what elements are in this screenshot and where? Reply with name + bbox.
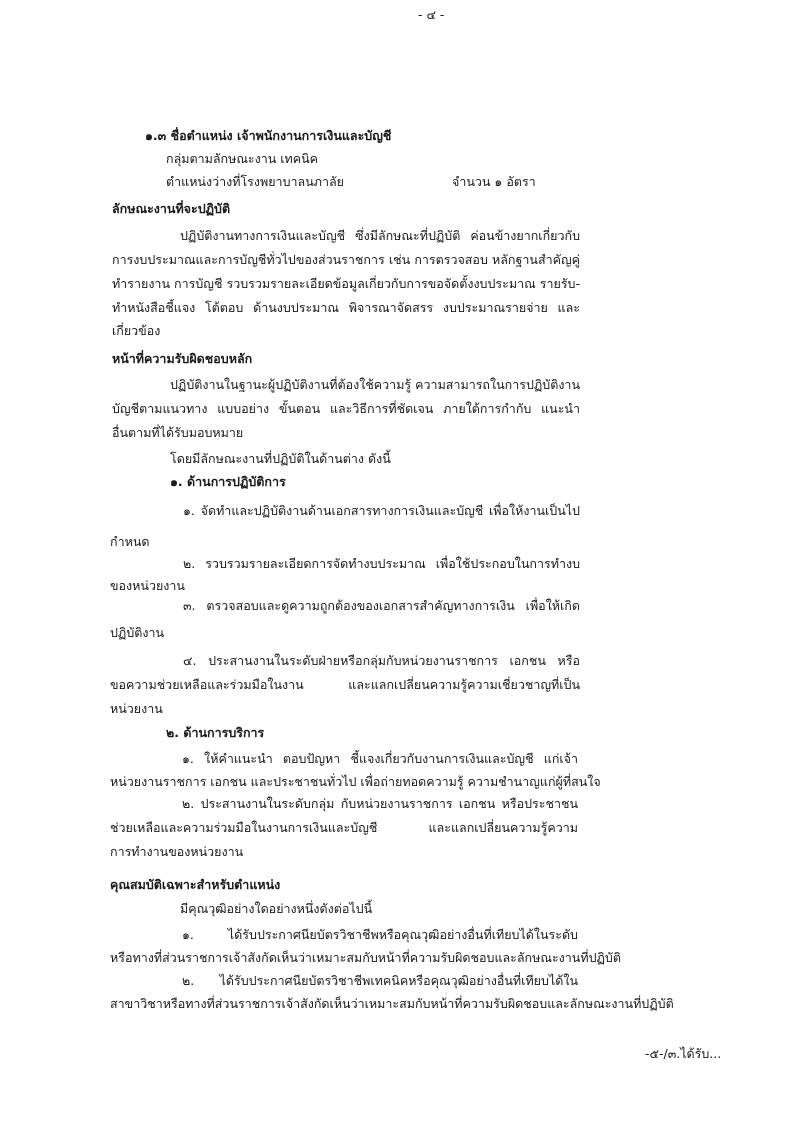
position-vacancy: ตำแหน่งว่างที่โรงพยาบาลนภาลัย (166, 174, 344, 189)
list-item-cont: กำหนด (110, 534, 150, 549)
list-item: ๒. ประสานงานในระดับกลุ่ม กับหน่วยงานราชการ เอกชน หรือประชาชน (182, 796, 578, 811)
paragraph-line: ปฏิบัติงานทางการเงินและบัญชี ซึ่งมีลักษณะที่ปฏิบัติ ค่อนข้างยากเกี่ยวกับ (180, 228, 580, 243)
position-group: กลุ่มตามลักษณะงาน เทคนิค (166, 151, 319, 166)
paragraph-line: เกี่ยวข้อง (112, 323, 161, 338)
paragraph-line: ทำรายงาน การบัญชี รวบรวมรายละเอียดข้อมูลเกี่ยวกับการขอจัดตั้งงบประมาณ รายรับ- (112, 276, 580, 291)
subsection-title-services: ๒. ด้านการบริการ (166, 725, 265, 740)
paragraph-line: บัญชีตามแนวทาง แบบอย่าง ขั้นตอน และวิธีการที่ชัดเจน ภายใต้การกำกับ แนะนำ (112, 401, 580, 416)
list-item-cont: ปฏิบัติงาน (110, 625, 165, 640)
position-heading: ๑.๓ ชื่อตำแหน่ง เจ้าพนักงานการเงินและบัญชี (145, 128, 392, 143)
list-item-cont: หน่วยงาน (110, 701, 163, 716)
list-item-cont: การทำงานของหน่วยงาน (110, 844, 244, 859)
list-item-cont: ของหน่วยงาน (110, 578, 185, 593)
list-item-cont: หรือทางที่ส่วนราชการเจ้าสังกัดเห็นว่าเหมาะสมกับหน้าที่ความรับผิดชอบและลักษณะงานที่ปฏิบัติ (110, 950, 621, 965)
section-title-job-nature: ลักษณะงานที่จะปฏิบัติ (112, 201, 231, 216)
duties-intro: โดยมีลักษณะงานที่ปฏิบัติในด้านต่าง ดังนี้ (170, 451, 391, 466)
position-count: จำนวน ๑ อัตรา (452, 174, 536, 189)
list-item: ๑. ให้คำแนะนำ ตอบปัญหา ชี้แจงเกี่ยวกับงานการเงินและบัญชี แก่เจ้า (182, 751, 578, 766)
list-item: ๑. จัดทำและปฏิบัติงานด้านเอกสารทางการเงินและบัญชี เพื่อให้งานเป็นไป (183, 503, 580, 518)
section-title-qualifications: คุณสมบัติเฉพาะสำหรับตำแหน่ง (110, 877, 281, 892)
paragraph-line: อื่นตามที่ได้รับมอบหมาย (112, 425, 244, 440)
list-item: ๒. ได้รับประกาศนียบัตรวิชาชีพเทคนิคหรือคุณวุฒิอย่างอื่นที่เทียบได้ใน (182, 973, 578, 988)
continuation-marker: -๕-/๓.ได้รับ... (645, 1046, 722, 1061)
list-item: ๔. ประสานงานในระดับฝ่ายหรือกลุ่มกับหน่วยงานราชการ เอกชน หรือ (183, 653, 580, 668)
section-title-duties: หน้าที่ความรับผิดชอบหลัก (112, 351, 253, 366)
list-item-cont: หน่วยงานราชการ เอกชน และประชาชนทั่วไป เพื่อถ่ายทอดความรู้ ความชำนาญแก่ผู้ที่สนใจ (110, 774, 601, 789)
list-item: ๒. รวบรวมรายละเอียดการจัดทำงบประมาณ เพื่อใช้ประกอบในการทำงบ (183, 556, 580, 571)
paragraph-line: ทำหนังสือชี้แจง โต้ตอบ ด้านงบประมาณ พิจารณาจัดสรร งบประมาณรายจ่าย และ (112, 300, 580, 315)
list-item-cont: ช่วยเหลือและความร่วมมือในงานการเงินและบัญชี และแลกเปลี่ยนความรู้ความ (110, 820, 578, 835)
list-item: ๑. ได้รับประกาศนียบัตรวิชาชีพหรือคุณวุฒิอย่างอื่นที่เทียบได้ในระดับ (182, 927, 578, 942)
list-item-cont: สาขาวิชาหรือทางที่ส่วนราชการเจ้าสังกัดเห็นว่าเหมาะสมกับหน้าที่ความรับผิดชอบและลักษณะงานที่ปฏิบัติ (110, 996, 674, 1011)
list-item-cont: ขอความช่วยเหลือและร่วมมือในงาน และแลกเปลี่ยนความรู้ความเชี่ยวชาญที่เป็น (110, 677, 580, 692)
paragraph-line: การงบประมาณและการบัญชีทั่วไปของส่วนราชการ เช่น การตรวจสอบ หลักฐานสำคัญคู่ (112, 252, 580, 267)
qualifications-intro: มีคุณวุฒิอย่างใดอย่างหนึ่งดังต่อไปนี้ (180, 901, 373, 916)
list-item: ๓. ตรวจสอบและดูความถูกต้องของเอกสารสำคัญทางการเงิน เพื่อให้เกิด (183, 598, 580, 613)
paragraph-line: ปฏิบัติงานในฐานะผู้ปฏิบัติงานที่ต้องใช้ความรู้ ความสามารถในการปฏิบัติงาน (170, 377, 580, 392)
subsection-title-operations: ๑. ด้านการปฏิบัติการ (170, 474, 286, 489)
page-number: - ๔ - (418, 7, 445, 22)
